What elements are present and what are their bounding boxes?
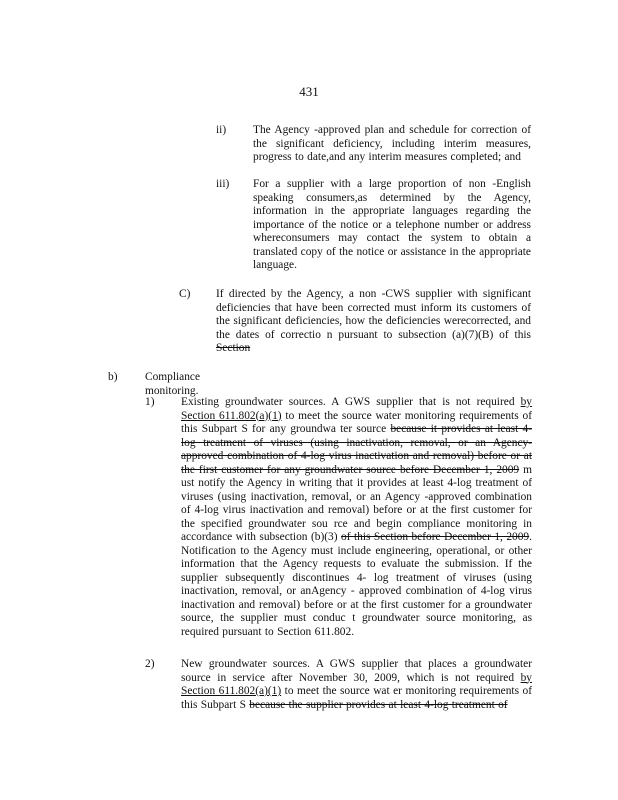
struck-text: because it provides at least 4-log treatment of viruses (using inactivation, removal, or an Agency-approved combination of 4-log virus inactivation and removal) before or at the first customer for any groundwater source before December 1, 2009: [181, 423, 532, 476]
text-run: New groundwater sources. A GWS supplier that places a groundwater source in service after November 30, 2009, which is not required: [181, 658, 532, 684]
section-label: b): [108, 371, 118, 383]
item-label: ii): [216, 124, 227, 136]
item-label: 1): [145, 396, 155, 408]
struck-text: of this Section before December 1, 2009: [341, 531, 530, 543]
text-run: . Notification to the Agency must include engineering, operational, or other information that the Agency requests to evaluate the submission. If the supplier subsequently discontinues 4- log treatment of viruses (using inactivation, removal, or anAgency - approved combination of 4-log virus inactivation and removal) before or at the first customer for a groundwater source, the supplier must conduc t groundwater source monitoring, as required pursuant to Section 611.802.: [181, 531, 532, 638]
text-run: If directed by the Agency, a non -CWS supplier with significant deficiencies that have been corrected must inform its customers of the significant deficiencies, how the deficiencies werecorrected, and the dates of correctio n pursuant to subsection (a)(7)(B) of this: [216, 288, 531, 341]
text-run: to meet the source water monitoring requirements of this Subpart S for any groundwa ter source: [181, 409, 532, 435]
section-title: Compliance monitoring.: [145, 371, 201, 397]
item-label: C): [179, 288, 191, 300]
inserted-text: by Section 611.802(a)(1): [181, 396, 532, 422]
struck-text: because the supplier provides at least 4-log treatment of: [249, 698, 508, 711]
inserted-text: by Section 611.802(a)(1): [181, 671, 532, 697]
text-run: m ust notify the Agency in writing that it provides at least 4-log treatment of viruses (using inactivation, removal, or an Agency -approved combination of 4-log virus inactivation and removal) before or at the first customer for the specified groundwater sou rce and begin compliance monitoring in accordance with subsection (b)(3): [181, 463, 532, 543]
item-label: iii): [216, 178, 230, 190]
item-label: 2): [145, 658, 155, 670]
item-text: [181, 396, 532, 639]
struck-text: Section: [216, 342, 251, 354]
text-run: Existing groundwater sources. A GWS supplier that is not required: [181, 396, 521, 408]
item-text: [216, 288, 531, 356]
page-number: 431: [299, 84, 319, 99]
item-text: The Agency -approved plan and schedule for correction of the significant deficiency, including interim measures, progress to date,and any interim measures completed; and: [253, 124, 531, 163]
item-text: For a supplier with a large proportion of non -English speaking consumers,as determined by the Agency, information in the appropriate languages regarding the importance of the notice or a telephone number or address whereconsumers may contact the system to obtain a translated copy of the notice or assistance in the appropriate language.: [253, 178, 531, 271]
text-run: to meet the source wat er monitoring requirements of this Subpart S: [181, 685, 532, 711]
item-text: [181, 658, 532, 712]
